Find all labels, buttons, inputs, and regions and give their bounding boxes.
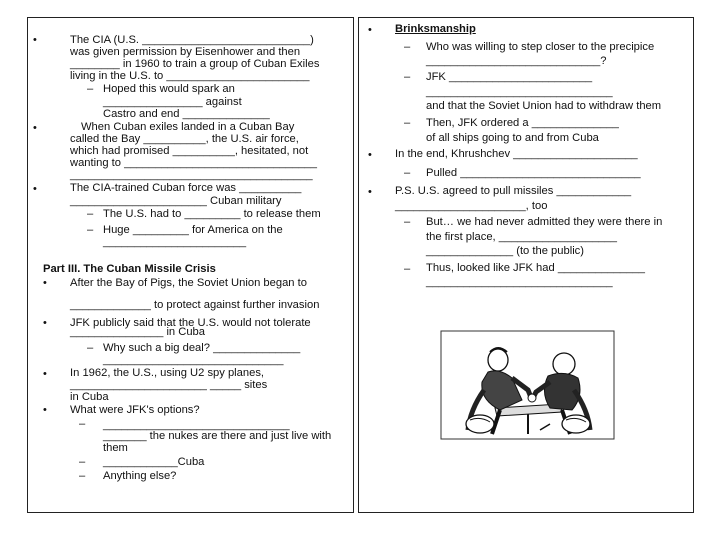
text-line: The CIA (U.S. ___________________________) [70, 34, 314, 46]
text-line: But… we had never admitted they were there in [426, 216, 663, 228]
bullet-mark: • [43, 368, 47, 380]
text-line: Castro and end ______________ [103, 108, 270, 120]
bullet-mark: • [368, 186, 372, 198]
text-line: _______________ in Cuba [70, 326, 205, 338]
text-line: _______________________ [103, 236, 247, 248]
bullet-mark: • [368, 24, 372, 36]
text-line: _____________________, too [395, 200, 548, 212]
text-line: ____________________________? [426, 55, 607, 67]
text-line: When Cuban exiles landed in a Cuban Bay [81, 121, 295, 133]
text-line: _____________ to protect against further invasion [70, 299, 320, 311]
arm-wrestling-cartoon-icon [440, 330, 615, 440]
text-line: the first place, ___________________ [426, 231, 617, 243]
text-line: What were JFK's options? [70, 404, 200, 416]
dash-mark: – [404, 117, 411, 129]
text-line: Who was willing to step closer to the precipice [426, 41, 655, 53]
text-line: ____________Cuba [103, 456, 205, 468]
text-line: ______________________ Cuban military [70, 195, 282, 207]
section-title: Brinksmanship [395, 23, 476, 35]
text-line: Thus, looked like JFK had ______________ [426, 262, 645, 274]
text-line: P.S. U.S. agreed to pull missiles ____________ [395, 185, 632, 197]
text-line: ________________ against [103, 96, 242, 108]
text-line: was given permission by Eisenhower and then [70, 46, 301, 58]
part-heading: Part III. The Cuban Missile Crisis [43, 263, 216, 275]
bullet-mark: • [33, 183, 37, 195]
text-line: ______________________________ [426, 86, 613, 98]
dash-mark: – [79, 418, 86, 430]
dash-mark: – [87, 342, 94, 354]
text-line: The CIA-trained Cuban force was __________ [70, 182, 302, 194]
dash-mark: – [404, 167, 411, 179]
dash-mark: – [79, 456, 86, 468]
text-line: In the end, Khrushchev ____________________ [395, 148, 638, 160]
dash-mark: – [404, 41, 411, 53]
text-line: ________ in 1960 to train a group of Cuban Exiles [70, 58, 320, 70]
text-line: _______ the nukes are there and just live with [103, 430, 332, 442]
text-line: called the Bay __________, the U.S. air force, [70, 133, 299, 145]
text-line: them [103, 442, 128, 454]
text-line: After the Bay of Pigs, the Soviet Union began to [70, 277, 307, 289]
dash-mark: – [404, 71, 411, 83]
text-line: ______________________________ [103, 419, 290, 431]
text-line: _______________________________________ [70, 169, 313, 181]
text-line: ______________________________ [426, 276, 613, 288]
text-line: Huge _________ for America on the [103, 224, 283, 236]
text-line: of all ships going to and from Cuba [426, 132, 599, 144]
text-line: Then, JFK ordered a ______________ [426, 117, 619, 129]
bullet-mark: • [43, 404, 47, 416]
text-line: living in the U.S. to _______________________ [70, 70, 310, 82]
text-line: which had promised __________, hesitated, not [70, 145, 309, 157]
text-line: and that the Soviet Union had to withdraw them [426, 100, 662, 112]
bullet-mark: • [368, 149, 372, 161]
text-line: JFK publicly said that the U.S. would not tolerate [70, 317, 311, 329]
dash-mark: – [404, 216, 411, 228]
text-line: In 1962, the U.S., using U2 spy planes, [70, 367, 265, 379]
text-line: in Cuba [70, 391, 109, 403]
text-line: wanting to _______________________________ [70, 157, 317, 169]
text-line: Why such a big deal? ______________ [103, 342, 301, 354]
dash-mark: – [404, 263, 411, 275]
dash-mark: – [87, 224, 94, 236]
text-line: Pulled _____________________________ [426, 167, 641, 179]
text-line: ______________ (to the public) [426, 245, 584, 257]
text-line: _____________________________ [103, 354, 284, 366]
text-line: ______________________ _____ sites [70, 379, 268, 391]
bullet-mark: • [43, 317, 47, 329]
bullet-mark: • [33, 122, 37, 134]
text-line: Hoped this would spark an [103, 83, 235, 95]
bullet-mark: • [43, 277, 47, 289]
text-line: The U.S. had to _________ to release them [103, 208, 321, 220]
dash-mark: – [87, 208, 94, 220]
bullet-mark: • [33, 34, 37, 46]
text-line: JFK _______________________ [426, 71, 593, 83]
dash-mark: – [79, 470, 86, 482]
text-line: Anything else? [103, 470, 177, 482]
dash-mark: – [87, 83, 94, 95]
